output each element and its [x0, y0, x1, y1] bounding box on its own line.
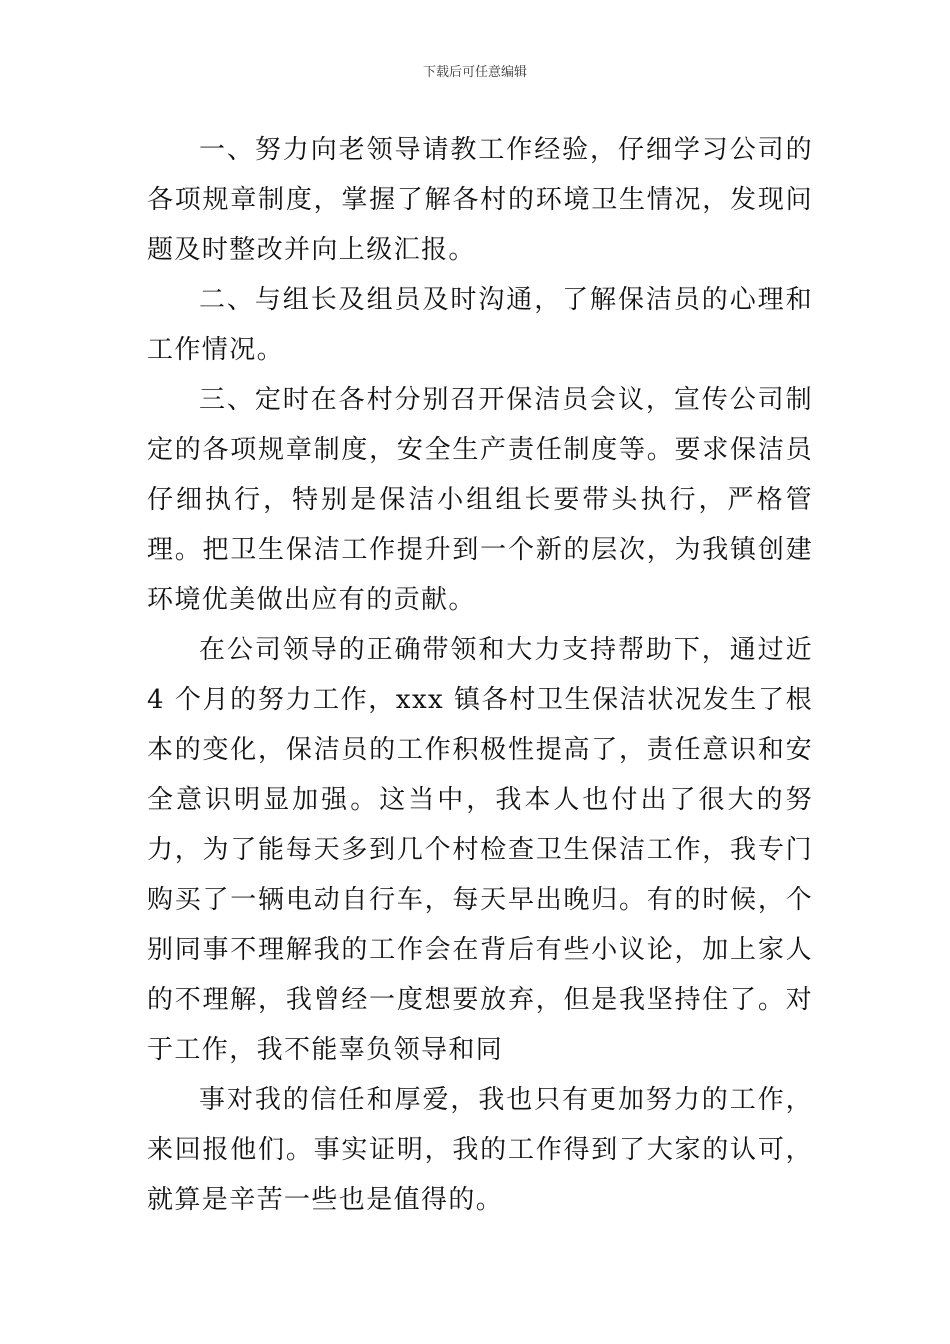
document-body [147, 125, 813, 1225]
paragraph-2: 二、与组长及组员及时沟通，了解保洁员的心理和工作情况。 [147, 285, 813, 365]
paragraph-1: 一、努力向老领导请教工作经验，仔细学习公司的各项规章制度，掌握了解各村的环境卫生情况，发现问题及时整改并向上级汇报。 [147, 135, 813, 265]
paragraph-5: 事对我的信任和厚爱，我也只有更加努力的工作，来回报他们。事实证明，我的工作得到了大家的认可，就算是辛苦一些也是值得的。 [147, 1085, 813, 1215]
paragraph-4: 在公司领导的正确带领和大力支持帮助下，通过近 4 个月的努力工作，xxx 镇各村卫生保洁状况发生了根本的变化，保洁员的工作积极性提高了，责任意识和安全意识明显加强。这当中，我本人也付出了很大的努力，为了能每天多到几个村检查卫生保洁工作，我专门购买了一辆电动自行车，每天早出晚归。有的时候，个别同事不理解我的工作会在背后有些小议论，加上家人的不理解，我曾经一度想要放弃，但是我坚持住了。对于工作，我不能辜负领导和同 [147, 635, 813, 1065]
paragraph-3: 三、定时在各村分别召开保洁员会议，宣传公司制定的各项规章制度，安全生产责任制度等。要求保洁员仔细执行，特别是保洁小组组长要带头执行，严格管理。把卫生保洁工作提升到一个新的层次，为我镇创建环境优美做出应有的贡献。 [147, 385, 813, 615]
page-header: 下载后可任意编辑 [422, 65, 527, 80]
